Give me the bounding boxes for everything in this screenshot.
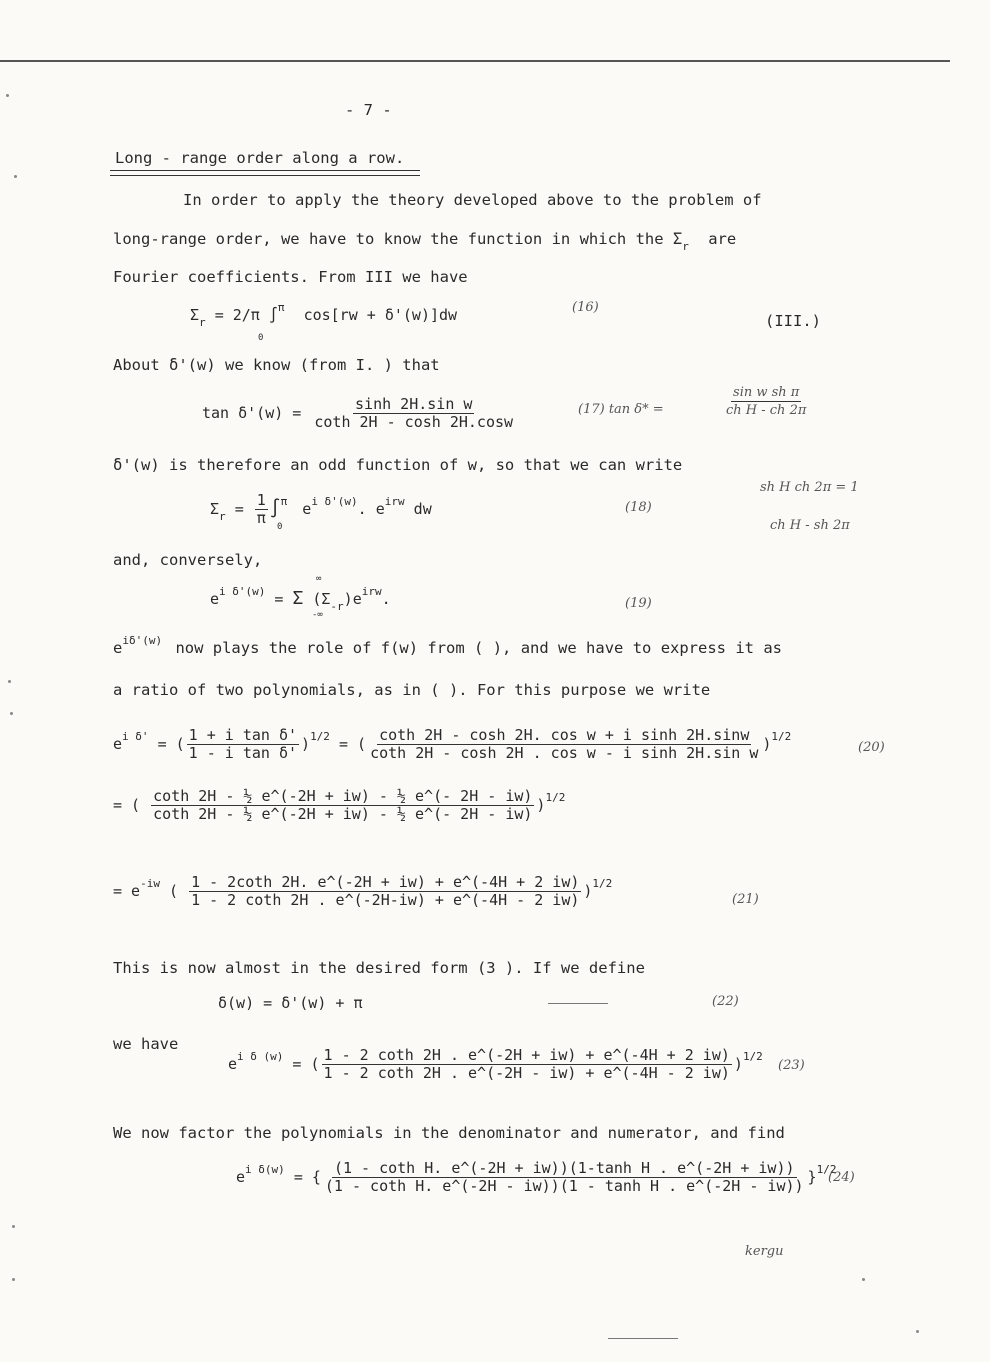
conv-sum-top: ∞ <box>316 574 322 584</box>
eq-sigma-eq: = 2/π ∫ <box>214 306 278 324</box>
almost-line: This is now almost in the desired form (3 ). If we define <box>113 959 645 977</box>
intro-line-2 <box>113 229 736 251</box>
top-rule <box>0 60 950 62</box>
eq23-den: 1 - 2 coth 2H . e^(-2H - iw) + e^(-4H - 2 iw) <box>323 1064 730 1082</box>
equation-20 <box>113 727 791 762</box>
hand-bottom-note: kergu <box>745 1244 784 1259</box>
ratio-line: a ratio of two polynomials, as in ( ). For this purpose we write <box>113 681 711 699</box>
role-text: now plays the role of f(w) from ( ), and we have to express it as <box>175 639 783 657</box>
hand-annotation-24: (24) <box>828 1170 855 1185</box>
heading-underline-1 <box>110 170 420 171</box>
eq24-lhs: e <box>236 1168 246 1186</box>
hand-annotation-16: (16) <box>572 300 599 315</box>
intro-line-3: Fourier coefficients. From III we have <box>113 268 468 286</box>
eq21-eq: = e <box>113 882 141 900</box>
scan-speck <box>12 1278 15 1281</box>
define-delta: δ(w) = δ'(w) + π <box>218 994 363 1012</box>
intro-line-1: In order to apply the theory developed above to the problem of <box>183 191 762 209</box>
conv-rhs-sub: -r <box>330 600 344 613</box>
eq21-num: 1 - 2coth 2H. e^(-2H + iw) + e^(-4H + 2 iw) <box>191 873 580 891</box>
tan-fraction <box>312 396 515 431</box>
equation-24 <box>236 1160 836 1195</box>
eq23-eq: = ( <box>292 1055 320 1073</box>
line2-den: coth 2H - ½ e^(-2H + iw) - ½ e^(- 2H - iw) <box>153 805 533 823</box>
eq24-exp: 1/2 <box>816 1163 837 1176</box>
sigma2-e2: e <box>375 500 385 518</box>
line2-exp: 1/2 <box>545 791 566 804</box>
sigma2-lhs: Σ <box>210 500 220 518</box>
conv-sum: Σ <box>292 588 304 609</box>
equation-converse <box>210 585 391 613</box>
sigma2-fraction <box>255 492 268 527</box>
eq23-sup: i δ (w) <box>237 1050 284 1063</box>
page-number: - 7 - <box>345 101 392 119</box>
equation-23 <box>228 1047 763 1082</box>
factor-line: We now factor the polynomials in the denominator and numerator, and find <box>113 1124 785 1142</box>
line2-frac <box>151 788 534 823</box>
sigma2-dw: dw <box>413 500 432 518</box>
eq21-close: ) <box>583 882 593 900</box>
eq23-close: ) <box>733 1055 743 1073</box>
scan-speck <box>8 680 11 683</box>
tan-denominator: coth 2H - cosh 2H.cosw <box>314 413 514 431</box>
eq21-sup: -iw <box>140 877 160 890</box>
hand-tan-fraction <box>722 384 810 419</box>
eq20-close: ) <box>762 735 772 753</box>
hand-tan-den: ch H - ch 2π <box>726 403 807 418</box>
conv-rhs2: )e <box>343 590 362 608</box>
line2-eq: = ( <box>113 796 141 814</box>
eq21-open: ( <box>169 882 179 900</box>
sigma2-sup2: irw <box>384 495 405 508</box>
sigma2-num: 1 <box>256 491 266 509</box>
hand-annotation-19: (19) <box>625 596 652 611</box>
conv-rhs: (Σ <box>312 590 331 608</box>
sigma2-sup1: i δ'(w) <box>311 495 358 508</box>
equation-sigma <box>190 301 458 329</box>
equation-sigma-r <box>210 492 432 527</box>
hand-side-note-2: ch H - sh 2π <box>770 518 850 533</box>
eq23-lhs: e <box>228 1055 238 1073</box>
line2-close: ) <box>536 796 546 814</box>
conv-end: . <box>381 590 391 608</box>
equation-21 <box>113 874 612 909</box>
eq20-f2-den: coth 2H - cosh 2H . cos w - i sinh 2H.sin w <box>370 744 759 762</box>
sigma2-dot: . <box>357 500 367 518</box>
sigma2-int-top: π <box>280 495 288 508</box>
line2-num: coth 2H - ½ e^(-2H + iw) - ½ e^(- 2H - iw) <box>153 787 533 805</box>
eq21-exp: 1/2 <box>592 877 613 890</box>
scan-speck <box>916 1330 919 1333</box>
equation-tag-III: (III.) <box>765 312 821 330</box>
intro-line-2-sub: r <box>682 240 689 253</box>
hand-annotation-22: (22) <box>712 994 739 1009</box>
eq24-sup: i δ(w) <box>245 1163 285 1176</box>
hand-annotation-23: (23) <box>778 1058 805 1073</box>
scan-speck <box>6 94 9 97</box>
sigma2-sub: r <box>219 510 226 523</box>
scan-speck <box>862 1278 865 1281</box>
eq20-lhs-sup: i δ' <box>122 730 149 743</box>
eq-sigma-sub: r <box>199 316 206 329</box>
eq24-den: (1 - coth H. e^(-2H - iw))(1 - tanh H . e^(-2H - iw)) <box>324 1177 804 1195</box>
role-pre: e <box>113 639 123 657</box>
dash-mark-2 <box>608 1338 678 1339</box>
eq20-exp2: 1/2 <box>771 730 792 743</box>
hand-tan-frac <box>724 384 808 419</box>
eq20-frac1 <box>187 727 299 762</box>
hand-annotation-20: (20) <box>858 740 885 755</box>
tan-numerator: sinh 2H.sin w <box>355 395 473 413</box>
eq24-eq: = { <box>293 1168 321 1186</box>
eq20-eq2: = ( <box>338 735 367 753</box>
hand-tan-num: sin w sh π <box>733 385 800 400</box>
we-have-line: we have <box>113 1035 179 1053</box>
eq23-exp: 1/2 <box>742 1050 763 1063</box>
intro-line-2a: long-range order, we have to know the function in which the Σ <box>113 230 683 248</box>
intro-line-2b: are <box>708 230 737 248</box>
heading-underline-2 <box>110 175 420 176</box>
eq21-den: 1 - 2 coth 2H . e^(-2H-iw) + e^(-4H - 2 iw) <box>191 891 580 909</box>
eq20-exp1: 1/2 <box>310 730 330 743</box>
eq-sigma-limit-bottom: 0 <box>258 333 264 343</box>
hand-annotation-18: (18) <box>625 500 652 515</box>
scan-speck <box>14 175 17 178</box>
eq20-eq1: = ( <box>157 735 185 753</box>
hand-tan-annotation: (17) tan δ* = <box>578 402 664 417</box>
hand-side-note-1: sh H ch 2π = 1 <box>760 480 859 495</box>
eq20-lhs: e <box>113 735 123 753</box>
eq24-frac <box>323 1160 806 1195</box>
eq20-frac2 <box>368 727 760 762</box>
hand-annotation-21: (21) <box>732 892 759 907</box>
sigma2-integral: ∫ <box>269 498 281 519</box>
eq20-f2-num: coth 2H - cosh 2H. cos w + i sinh 2H.sinw <box>379 726 750 744</box>
dash-mark-1 <box>548 1003 608 1004</box>
eq23-frac <box>322 1047 732 1082</box>
role-line <box>113 634 783 660</box>
scan-speck <box>10 712 13 715</box>
eq-sigma-rhs: cos[rw + δ'(w)]dw <box>303 306 458 324</box>
eq24-num: (1 - coth H. e^(-2H + iw))(1-tanh H . e^(-2H + iw)) <box>333 1159 795 1177</box>
eq24-close: } <box>807 1168 817 1186</box>
conv-sup: i δ'(w) <box>219 585 266 598</box>
eq20-f1-den: 1 - i tan δ' <box>188 744 298 762</box>
scan-speck <box>12 1225 15 1228</box>
odd-function-line: δ'(w) is therefore an odd function of w, so that we can write <box>113 456 683 474</box>
tan-lhs: tan δ'(w) = <box>202 404 302 422</box>
eq23-num: 1 - 2 coth 2H . e^(-2H + iw) + e^(-4H + 2 iw) <box>323 1046 730 1064</box>
equation-20-line2 <box>113 788 565 823</box>
sigma2-e1: e <box>302 500 312 518</box>
conv-lhs: e <box>210 590 220 608</box>
section-heading: Long - range order along a row. <box>115 149 405 167</box>
role-sup: iδ'(w) <box>122 634 163 647</box>
eq20-f1-num: 1 + i tan δ' <box>188 726 298 744</box>
equation-tan <box>202 396 517 431</box>
eq21-frac <box>189 874 581 909</box>
eq-sigma-lhs: Σ <box>190 306 200 324</box>
conversely-line: and, conversely, <box>113 551 263 569</box>
eq20-half: ) <box>301 735 311 753</box>
sigma2-eq: = <box>234 500 244 518</box>
sigma2-int-bottom: 0 <box>277 522 283 532</box>
conv-eq: = <box>274 590 284 608</box>
conv-rhs-sup: irw <box>361 585 382 598</box>
sigma2-den: π <box>256 509 266 527</box>
about-line: About δ'(w) we know (from I. ) that <box>113 356 440 374</box>
eq-sigma-limit-top: π <box>277 301 285 314</box>
conv-sum-bottom: -∞ <box>312 610 323 620</box>
